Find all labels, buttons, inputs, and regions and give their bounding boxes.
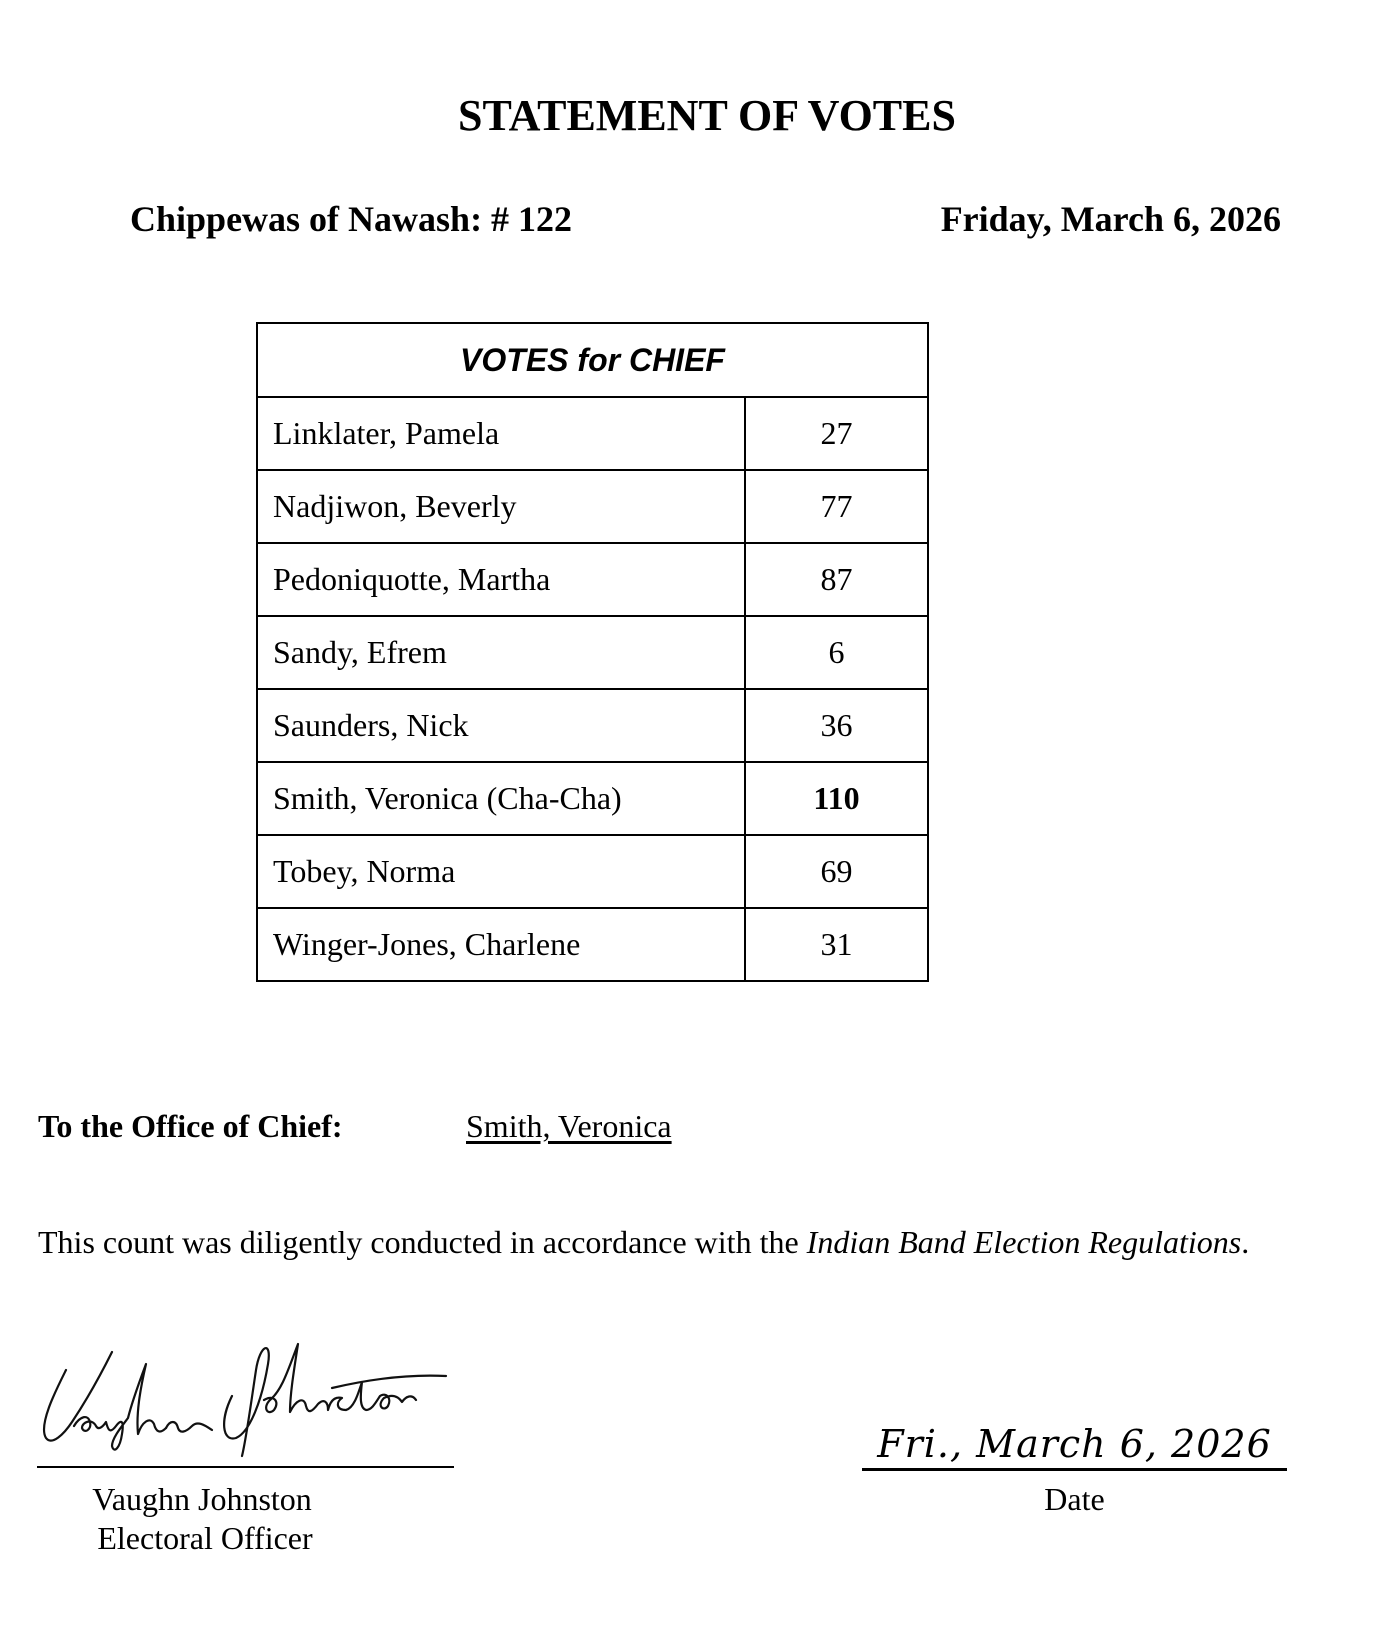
certification-prefix: This count was diligently conducted in accordance with the: [38, 1224, 807, 1260]
vote-count: 87: [745, 543, 928, 616]
table-row: [257, 616, 928, 689]
vote-count: 69: [745, 835, 928, 908]
signature-image: [36, 1330, 456, 1460]
officer-title: Electoral Officer: [97, 1520, 313, 1556]
candidate-name: Linklater, Pamela: [257, 397, 745, 470]
date-label: Date: [1044, 1481, 1105, 1517]
table-header: VOTES for CHIEF: [257, 323, 928, 397]
signature-stroke: [332, 1376, 446, 1388]
candidate-name: Winger-Jones, Charlene: [257, 908, 745, 981]
vote-count: 6: [745, 616, 928, 689]
candidate-name: Nadjiwon, Beverly: [257, 470, 745, 543]
votes-table: [256, 322, 929, 982]
candidate-name: Smith, Veronica (Cha-Cha): [257, 762, 745, 835]
band-name: Chippewas of Nawash: # 122: [130, 199, 573, 239]
vote-count: 36: [745, 689, 928, 762]
signature-line: [37, 1466, 454, 1468]
signature-stroke: [74, 1364, 166, 1450]
vote-count: 27: [745, 397, 928, 470]
table-row-winner: [257, 762, 928, 835]
candidate-name: Pedoniquotte, Martha: [257, 543, 745, 616]
table-row: [257, 397, 928, 470]
table-row: [257, 470, 928, 543]
handwritten-date: Fri., March 6, 2026: [862, 1420, 1287, 1471]
table-header-row: [257, 323, 928, 397]
certification-suffix: .: [1241, 1224, 1250, 1260]
table-row: [257, 689, 928, 762]
regulation-title: Indian Band Election Regulations: [806, 1224, 1242, 1260]
table-row: [257, 543, 928, 616]
table-row: [257, 835, 928, 908]
signature-stroke: [166, 1422, 212, 1432]
vote-count: 77: [745, 470, 928, 543]
candidate-name: Tobey, Norma: [257, 835, 745, 908]
office-label: To the Office of Chief:: [38, 1108, 343, 1144]
vote-count: 31: [745, 908, 928, 981]
document-title: STATEMENT OF VOTES: [458, 91, 956, 140]
table-row: [257, 908, 928, 981]
elected-chief: Smith, Veronica: [466, 1108, 672, 1144]
candidate-name: Sandy, Efrem: [257, 616, 745, 689]
signature-stroke: [224, 1348, 269, 1456]
vote-count: 110: [745, 762, 928, 835]
election-date: Friday, March 6, 2026: [940, 199, 1281, 239]
candidate-name: Saunders, Nick: [257, 689, 745, 762]
officer-name: Vaughn Johnston: [92, 1481, 312, 1517]
certification-statement: [38, 1222, 1249, 1262]
